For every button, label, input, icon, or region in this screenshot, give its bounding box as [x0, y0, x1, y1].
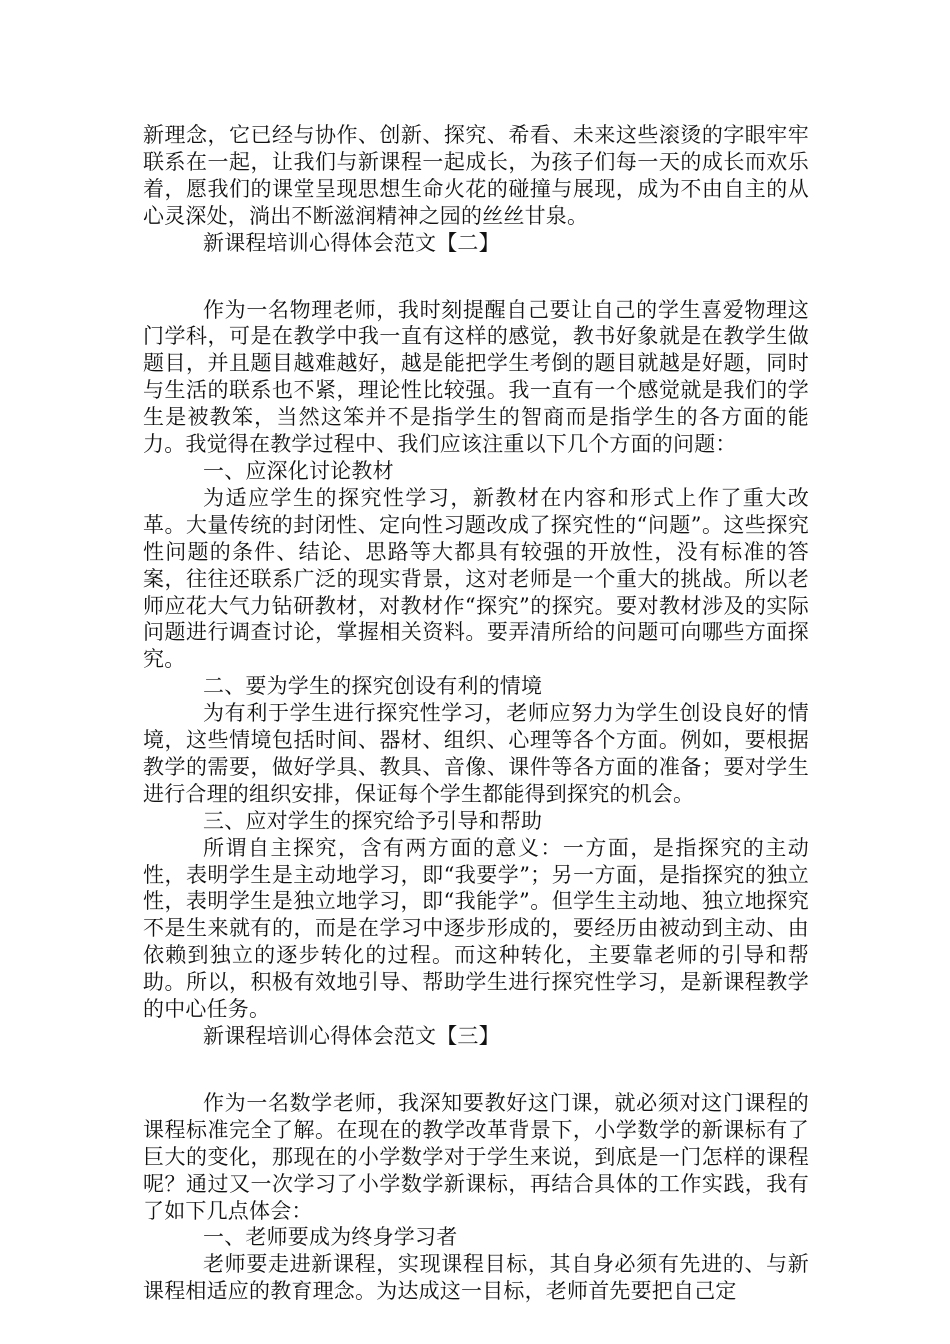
subheading: 二、要为学生的探究创设有利的情境	[203, 674, 543, 699]
body-paragraph: 所谓自主探究，含有两方面的意义：一方面，是指探究的主动性，表明学生是主动地学习，即“我要学”；另一方面，是指探究的独立性，表明学生是独立地学习，即“我能学”。但学生主动地、独立地探究不是生来就有的，而是在学习中逐步形成的，要经历由被动到主动、由依赖到独立的逐步转化的过程。而这种转化，主要靠老师的引导和帮助。所以，积极有效地引导、帮助学生进行探究性学习，是新课程教学的中心任务。	[143, 835, 809, 1022]
section-title-3: 新课程培训心得体会范文【三】	[203, 1024, 500, 1048]
body-paragraph-continued: 新理念，它已经与协作、创新、探究、希看、未来这些滚烫的字眼牢牢联系在一起，让我们与新课程一起成长，为孩子们每一天的成长而欢乐着，愿我们的课堂呈现思想生命火花的碰撞与展现，成为不由自主的从心灵深处，淌出不断滋润精神之园的丝丝甘泉。	[143, 123, 809, 228]
document-page	[143, 122, 809, 1305]
blank-line	[143, 1050, 809, 1090]
body-paragraph: 为有利于学生进行探究性学习，老师应努力为学生创设良好的情境，这些情境包括时间、器材、组织、心理等各个方面。例如，要根据教学的需要，做好学具、教具、音像、课件等各方面的准备；要对学生进行合理的组织安排，保证每个学生都能得到探究的机会。	[143, 701, 809, 806]
subheading: 三、应对学生的探究给予引导和帮助	[203, 808, 543, 833]
subheading: 一、应深化讨论教材	[203, 458, 394, 483]
body-paragraph: 作为一名物理老师，我时刻提醒自己要让自己的学生喜爱物理这门学科，可是在教学中我一直有这样的感觉，教书好象就是在教学生做题目，并且题目越难越好，越是能把学生考倒的题目就越是好题，同时与生活的联系也不紧，理论性比较强。我一直有一个感觉就是我们的学生是被教笨，当然这笨并不是指学生的智商而是指学生的各方面的能力。我觉得在教学过程中、我们应该注重以下几个方面的问题：	[143, 297, 809, 457]
blank-line	[143, 257, 809, 297]
body-paragraph: 老师要走进新课程，实现课程目标，其自身必须有先进的、与新课程相适应的教育理念。为达成这一目标，老师首先要把自己定	[143, 1252, 809, 1304]
section-title-2: 新课程培训心得体会范文【二】	[203, 230, 500, 255]
body-paragraph: 作为一名数学老师，我深知要教好这门课，就必须对这门课程的课程标准完全了解。在现在的教学改革背景下，小学数学的新课标有了巨大的变化，那现在的小学数学对于学生来说，到底是一门怎样的课程呢？通过又一次学习了小学数学新课标，再结合具体的工作实践，我有了如下几点体会：	[143, 1090, 809, 1223]
subheading: 一、老师要成为终身学习者	[203, 1225, 458, 1250]
body-paragraph: 为适应学生的探究性学习，新教材在内容和形式上作了重大改革。大量传统的封闭性、定向性习题改成了探究性的“问题”。这些探究性问题的条件、结论、思路等大都具有较强的开放性，没有标准的答案，往往还联系广泛的现实背景，这对老师是一个重大的挑战。所以老师应花大气力钻研教材，对教材作“探究”的探究。要对教材涉及的实际问题进行调查讨论，掌握相关资料。要弄清所给的问题可向哪些方面探究。	[143, 485, 809, 672]
